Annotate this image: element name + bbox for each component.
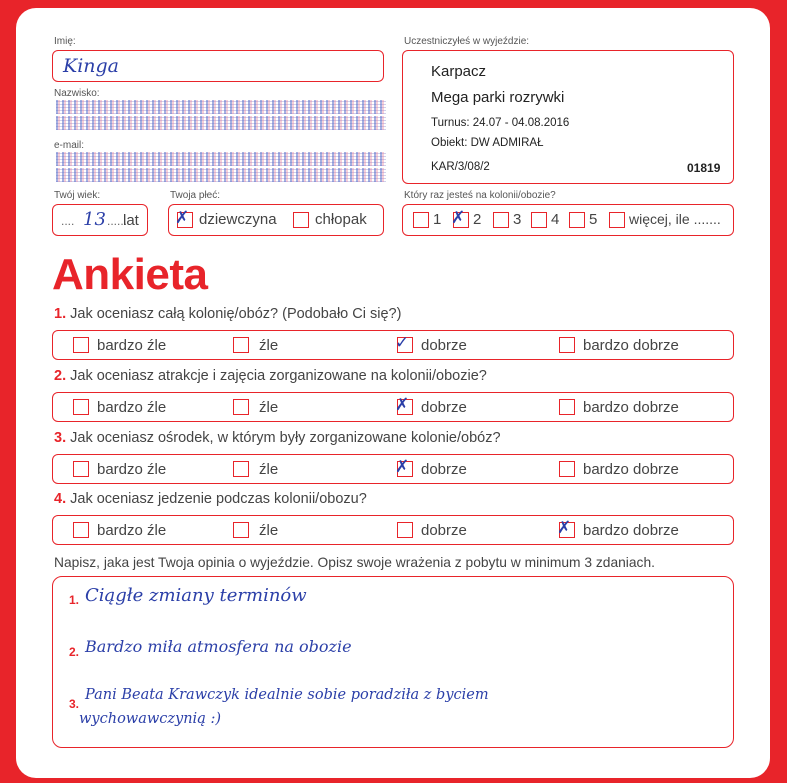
- wiek-value: 13: [83, 209, 106, 230]
- redacted-email: [56, 152, 386, 166]
- q2-checkbox-3[interactable]: [559, 399, 575, 415]
- visit-checkbox-5[interactable]: [609, 212, 625, 228]
- q4-checkbox-1[interactable]: [233, 522, 249, 538]
- opinion-num-3: 3.: [69, 697, 80, 711]
- opinion-field[interactable]: [52, 576, 734, 748]
- q3-option-2: dobrze: [421, 461, 467, 478]
- visit-option-5: więcej, ile .......: [629, 211, 721, 227]
- q2-option-1: źle: [259, 399, 279, 416]
- visit-checkbox-0[interactable]: [413, 212, 429, 228]
- q4-option-0: bardzo źle: [97, 522, 167, 539]
- redacted-surname-line2: [56, 116, 386, 130]
- plec-label: Twoja płeć:: [170, 190, 221, 201]
- trip-label: Uczestniczyłeś w wyjeździe:: [404, 36, 530, 47]
- trip-box: [402, 50, 734, 184]
- q2-checkbox-2[interactable]: ✗: [397, 399, 413, 415]
- q1-checkbox-3[interactable]: [559, 337, 575, 353]
- q3-option-1: źle: [259, 461, 279, 478]
- q4-option-3: bardzo dobrze: [583, 522, 679, 539]
- opinion-num-1: 1.: [69, 593, 80, 607]
- imie-field[interactable]: [52, 50, 384, 82]
- trip-number: 01819: [687, 161, 721, 175]
- redacted-email-line2: [56, 168, 386, 182]
- q4-checkbox-0[interactable]: [73, 522, 89, 538]
- question-4: 4. Jak oceniasz jedzenie podczas kolonii/obozu?: [54, 491, 367, 507]
- q1-option-1: źle: [259, 337, 279, 354]
- q4-checkbox-3[interactable]: ✗: [559, 522, 575, 538]
- opinion-num-2: 2.: [69, 645, 80, 659]
- nazwisko-label: Nazwisko:: [54, 88, 100, 99]
- opinion-answer-3-cont: wychowawczynią :): [79, 711, 221, 727]
- q4-option-2: dobrze: [421, 522, 467, 539]
- q1-option-0: bardzo źle: [97, 337, 167, 354]
- question-1: 1. Jak oceniasz całą kolonię/obóz? (Podobało Ci się?): [54, 306, 402, 322]
- redacted-surname: [56, 100, 386, 114]
- visit-checkbox-4[interactable]: [569, 212, 585, 228]
- opinion-answer-2: Bardzo miła atmosfera na obozie: [85, 637, 352, 656]
- plec-option-1: chłopak: [315, 211, 367, 228]
- q2-checkbox-0[interactable]: [73, 399, 89, 415]
- wiek-label: Twój wiek:: [54, 190, 101, 201]
- plec-checkbox-1[interactable]: [293, 212, 309, 228]
- q2-option-0: bardzo źle: [97, 399, 167, 416]
- opinion-answer-3: Pani Beata Krawczyk idealnie sobie poradziła z byciem: [85, 687, 489, 703]
- wiek-unit: lat: [123, 212, 139, 229]
- trip-name: Mega parki rozrywki: [431, 89, 565, 106]
- rating-row-1: [52, 330, 734, 360]
- page-title: Ankieta: [52, 250, 208, 299]
- q1-checkbox-2[interactable]: ✓: [397, 337, 413, 353]
- visit-option-4: 5: [589, 211, 598, 228]
- rating-row-4: [52, 515, 734, 545]
- q2-option-2: dobrze: [421, 399, 467, 416]
- trip-place: Karpacz: [431, 63, 487, 80]
- question-3: 3. Jak oceniasz ośrodek, w którym były zorganizowane kolonie/obóz?: [54, 430, 501, 446]
- q3-option-3: bardzo dobrze: [583, 461, 679, 478]
- rating-row-3: [52, 454, 734, 484]
- opinion-prompt: Napisz, jaka jest Twoja opinia o wyjeździe. Opisz swoje wrażenia z pobytu w minimum 3 zdaniach.: [54, 555, 655, 570]
- plec-checkbox-0[interactable]: ✗: [177, 212, 193, 228]
- trip-obiekt: Obiekt: DW ADMIRAŁ: [431, 137, 544, 149]
- q2-checkbox-1[interactable]: [233, 399, 249, 415]
- q1-checkbox-1[interactable]: [233, 337, 249, 353]
- imie-value: Kinga: [63, 55, 119, 77]
- visit-option-1: 2: [473, 211, 482, 228]
- visit-checkbox-1[interactable]: ✗: [453, 212, 469, 228]
- visit-checkbox-2[interactable]: [493, 212, 509, 228]
- visit-field: [402, 204, 734, 236]
- q2-option-3: bardzo dobrze: [583, 399, 679, 416]
- visit-option-2: 3: [513, 211, 522, 228]
- q4-checkbox-2[interactable]: [397, 522, 413, 538]
- email-label: e-mail:: [54, 140, 85, 151]
- q3-checkbox-3[interactable]: [559, 461, 575, 477]
- trip-code: KAR/3/08/2: [431, 161, 490, 173]
- plec-option-0: dziewczyna: [199, 211, 277, 228]
- imie-label: Imię:: [54, 36, 76, 47]
- trip-turnus: Turnus: 24.07 - 04.08.2016: [431, 117, 570, 129]
- plec-field: [168, 204, 384, 236]
- visit-checkbox-3[interactable]: [531, 212, 547, 228]
- rating-row-2: [52, 392, 734, 422]
- q1-option-2: dobrze: [421, 337, 467, 354]
- q1-option-3: bardzo dobrze: [583, 337, 679, 354]
- visit-option-0: 1: [433, 211, 442, 228]
- q3-option-0: bardzo źle: [97, 461, 167, 478]
- opinion-answer-1: Ciągłe zmiany terminów: [85, 585, 307, 606]
- q4-option-1: źle: [259, 522, 279, 539]
- q3-checkbox-2[interactable]: ✗: [397, 461, 413, 477]
- q3-checkbox-1[interactable]: [233, 461, 249, 477]
- wiek-field[interactable]: .... 13 ...... lat: [52, 204, 148, 236]
- question-2: 2. Jak oceniasz atrakcje i zajęcia zorganizowane na kolonii/obozie?: [54, 368, 487, 384]
- visit-option-3: 4: [551, 211, 560, 228]
- visit-label: Który raz jesteś na kolonii/obozie?: [404, 190, 556, 201]
- q1-checkbox-0[interactable]: [73, 337, 89, 353]
- q3-checkbox-0[interactable]: [73, 461, 89, 477]
